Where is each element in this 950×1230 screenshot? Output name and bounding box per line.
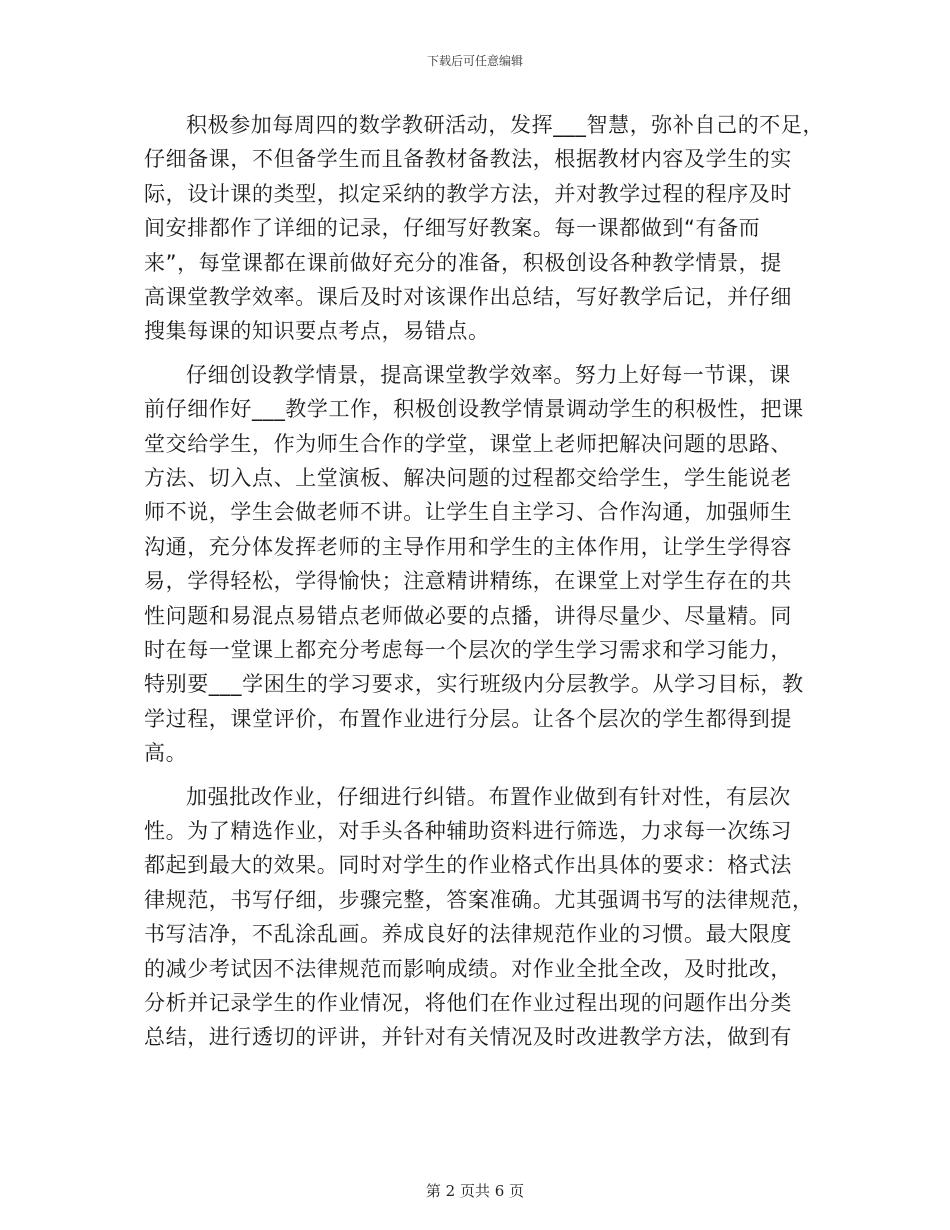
paragraph-line: 间安排都作了详细的记录，仔细写好教案。每一课都做到“有备而 [144, 216, 761, 241]
paragraph-line: 师不说，学生会做老师不讲。让学生自主学习、合作沟通，加强师生 [144, 500, 792, 525]
paragraph-line: 易，学得轻松，学得愉快；注意精讲精练，在课堂上对学生存在的共 [144, 569, 792, 594]
paragraph-line: 高课堂教学效率。课后及时对该课作出总结，写好教学后记，并仔细 [144, 285, 792, 309]
paragraph-line: 堂交给学生，作为师生合作的学堂，课堂上老师把解决问题的思路、 [144, 431, 792, 456]
paragraph-line: 前仔细作好___教学工作，积极创设教学情景调动学生的积极性，把课 [144, 397, 804, 422]
paragraph-line: 都起到最大的效果。同时对学生的作业格式作出具体的要求：格式法 [144, 853, 792, 878]
page-header: 下载后可任意编辑 [426, 54, 523, 68]
paragraph-line: 分析并记录学生的作业情况，将他们在作业过程出现的问题作出分类 [144, 991, 792, 1015]
paragraph-line: 仔细备课，不但备学生而且备教材备教法，根据教材内容及学生的实 [144, 147, 792, 172]
paragraph-line: 性问题和易混点易错点老师做必要的点播，讲得尽量少、尽量精。同 [144, 603, 792, 628]
paragraph-line: 来”，每堂课都在课前做好充分的准备，积极创设各种教学情景，提 [144, 250, 782, 275]
paragraph-line: 搜集每课的知识要点考点，易错点。 [144, 319, 490, 344]
paragraph-line: 律规范，书写仔细，步骤完整，答案准确。尤其强调书写的法律规范， [144, 887, 814, 912]
paragraph-line: 高。 [144, 741, 188, 766]
page-footer: 第 2 页共 6 页 [425, 1182, 525, 1200]
paragraph-line: 学过程，课堂评价，布置作业进行分层。让各个层次的学生都得到提 [144, 706, 792, 731]
paragraph-line: 性。为了精选作业，对手头各种辅助资料进行筛选，力求每一次练习 [144, 819, 792, 843]
paragraph-line: 特别要___学困生的学习要求，实行班级内分层教学。从学习目标，教 [144, 672, 804, 697]
paragraph-line: 的减少考试因不法律规范而影响成绩。对作业全批全改，及时批改， [144, 956, 792, 981]
paragraph-line: 方法、切入点、上堂演板、解决问题的过程都交给学生，学生能说老 [144, 466, 792, 490]
paragraph-line: 际，设计课的类型，拟定采纳的教学方法，并对教学过程的程序及时 [144, 181, 792, 206]
paragraph-line: 仔细创设教学情景，提高课堂教学效率。努力上好每一节课，课 [186, 362, 791, 387]
paragraph-line: 时在每一堂课上都充分考虑每一个层次的学生学习需求和学习能力， [144, 638, 792, 662]
paragraph-line: 沟通，充分体发挥老师的主导作用和学生的主体作用，让学生学得容 [144, 534, 792, 559]
paragraph-line: 加强批改作业，仔细进行纠错。布置作业做到有针对性，有层次 [186, 784, 791, 809]
paragraph-line: 总结，进行透切的评讲，并针对有关情况及时改进教学方法，做到有 [144, 1025, 792, 1050]
paragraph-line: 书写洁净，不乱涂乱画。养成良好的法律规范作业的习惯。最大限度 [144, 922, 792, 947]
paragraph-line: 积极参加每周四的数学教研活动，发挥___智慧，弥补自己的不足， [186, 113, 825, 137]
